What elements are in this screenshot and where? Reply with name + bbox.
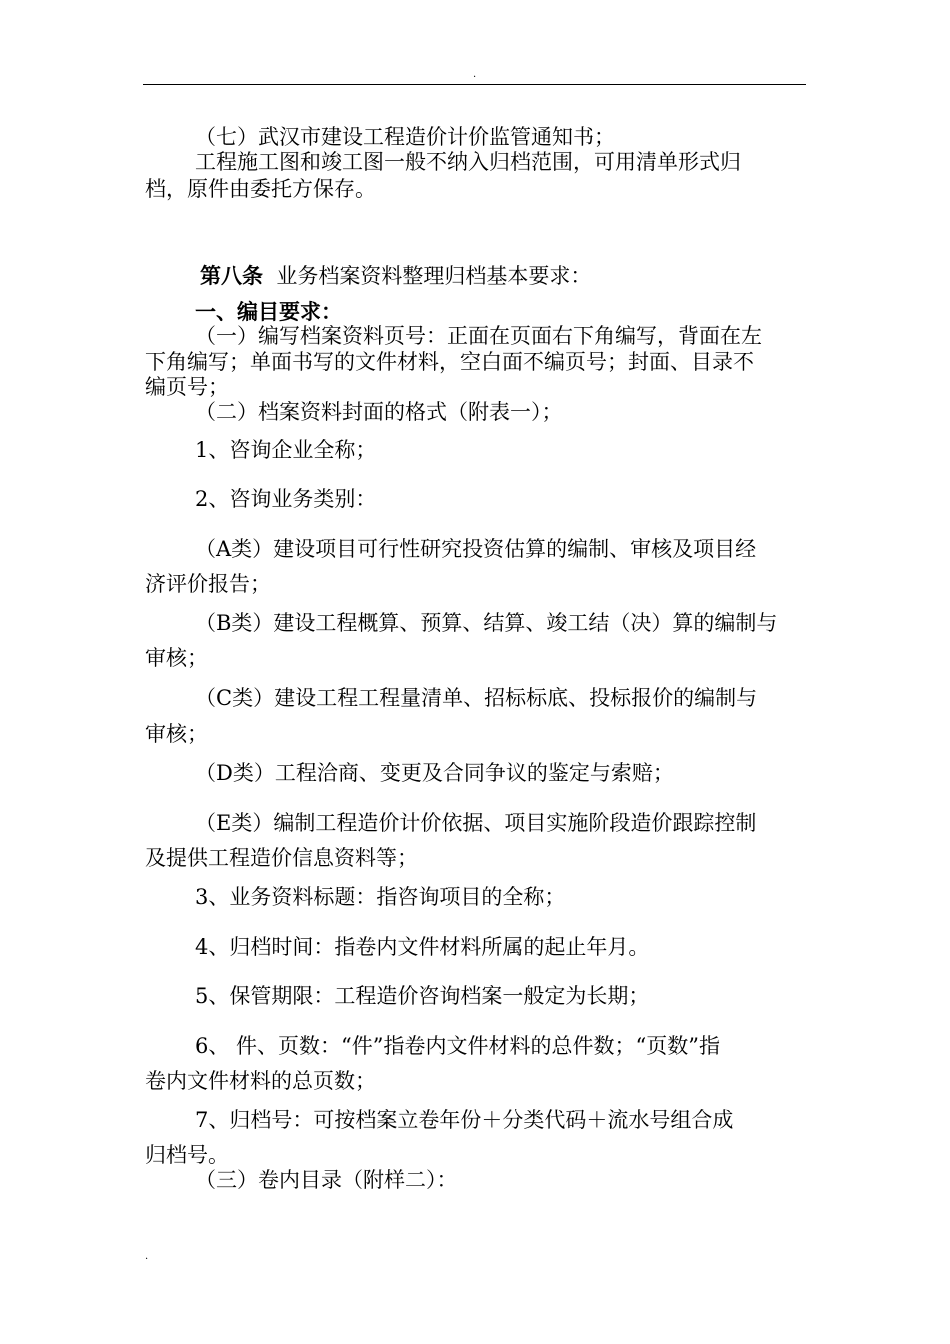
text-line: 编页号； [145, 375, 229, 399]
text-line: 下角编写；单面书写的文件材料，空白面不编页号；封面、目录不 [145, 350, 754, 374]
article-heading-line [200, 263, 591, 289]
text-line: 卷内文件材料的总页数； [145, 1069, 376, 1093]
text-line: 工程施工图和竣工图一般不纳入归档范围，可用清单形式归 [195, 150, 741, 174]
article-heading: 第八条 [200, 263, 263, 288]
text-line: 及提供工程造价信息资料等； [145, 846, 418, 870]
list-item: 5、保管期限：工程造价咨询档案一般定为长期； [195, 984, 650, 1008]
section-heading: 一、编目要求： [195, 299, 342, 324]
list-item: 7、归档号：可按档案立卷年份＋分类代码＋流水号组合成 [195, 1108, 734, 1132]
text-line: （一）编写档案资料页号：正面在页面右下角编写，背面在左 [195, 324, 762, 348]
header-rule [143, 84, 806, 85]
text-line: （C类）建设工程工程量清单、招标标底、投标报价的编制与 [195, 686, 758, 710]
text-line: （七）武汉市建设工程造价计价监管通知书； [195, 125, 615, 149]
list-item: 6、 件、页数：“件”指卷内文件材料的总件数；“页数”指 [195, 1034, 720, 1058]
text-line: 审核； [145, 722, 208, 746]
list-item: 1、咨询企业全称； [195, 438, 377, 462]
footer-dot: . [145, 1251, 149, 1262]
text-line: 归档号。 [145, 1143, 229, 1167]
text-line: （B类）建设工程概算、预算、结算、竣工结（决）算的编制与 [195, 611, 778, 635]
text-line: 济评价报告； [145, 572, 271, 596]
text-line: （三）卷内目录（附样二）： [195, 1168, 458, 1192]
text-line: （A类）建设项目可行性研究投资估算的编制、审核及项目经 [195, 537, 757, 561]
list-item: 3、业务资料标题：指咨询项目的全称； [195, 885, 566, 909]
list-item: 2、咨询业务类别： [195, 487, 377, 511]
text-line: （E类）编制工程造价计价依据、项目实施阶段造价跟踪控制 [195, 811, 757, 835]
header-dot: . [473, 69, 477, 80]
text-line: 审核； [145, 646, 208, 670]
text-line: 档，原件由委托方保存。 [145, 177, 376, 201]
text-line: （D类）工程洽商、变更及合同争议的鉴定与索赔； [195, 761, 674, 785]
list-item: 4、归档时间：指卷内文件材料所属的起止年月。 [195, 935, 650, 959]
text-line: （二）档案资料封面的格式（附表一）； [195, 400, 563, 424]
article-title: 业务档案资料整理归档基本要求： [276, 264, 592, 288]
